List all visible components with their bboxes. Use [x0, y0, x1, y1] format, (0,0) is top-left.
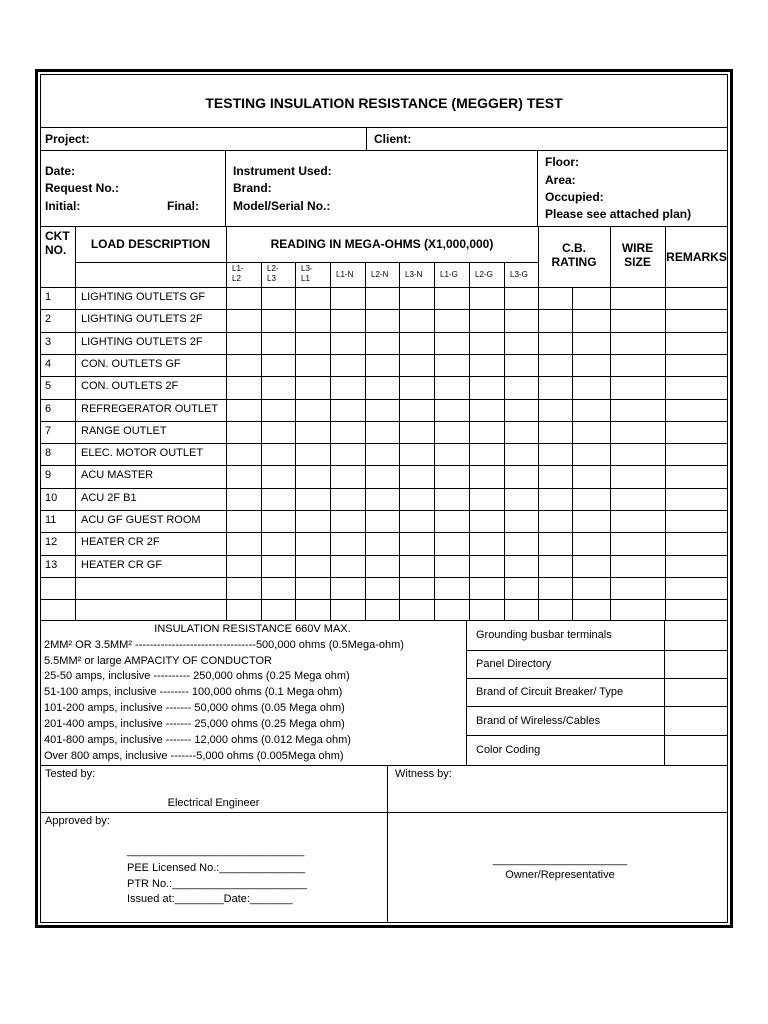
- row-number: 13: [45, 559, 58, 571]
- sub-header-l1-g: L1-G: [440, 270, 458, 279]
- pee-license-field: PEE Licensed No.:______________: [127, 862, 305, 874]
- row-number: 1: [45, 291, 52, 303]
- rule-row-2: [40, 332, 728, 333]
- row-load-description: ACU MASTER: [81, 469, 154, 481]
- reading-header: READING IN MEGA-OHMS (X1,000,000): [270, 237, 494, 251]
- witness-by-label: Witness by:: [395, 768, 452, 780]
- row-load-description: ELEC. MOTOR OUTLET: [81, 447, 204, 459]
- rule-col-reading-4: [365, 262, 366, 620]
- row-number: 7: [45, 425, 52, 437]
- rule-signature-split: [387, 765, 388, 923]
- approver-signature-line: _____________________________: [127, 845, 305, 857]
- rule-col-reading-8: [504, 262, 505, 620]
- request-label: Request No.:: [45, 181, 120, 195]
- row-load-description: RANGE OUTLET: [81, 425, 167, 437]
- sub-header-l1-l2: L1- L2: [232, 264, 244, 283]
- sub-header-l1-n: L1-N: [336, 270, 354, 279]
- instrument-label: Instrument Used:: [233, 164, 332, 178]
- occupied-label: Occupied:: [545, 190, 604, 204]
- rule-check-4: [466, 735, 728, 736]
- rule-col-reading-9: [538, 226, 539, 620]
- notes-heading: INSULATION RESISTANCE 660V MAX.: [154, 623, 351, 635]
- rule-signature-mid: [40, 812, 728, 813]
- final-label: Final:: [167, 199, 199, 213]
- row-load-description: ACU 2F B1: [81, 492, 137, 504]
- rule-col-reading-6: [434, 262, 435, 620]
- wire-header-line2: SIZE: [624, 255, 651, 269]
- rule-checklist-split: [664, 620, 665, 765]
- row-number: 10: [45, 492, 58, 504]
- rule-check-3: [466, 706, 728, 707]
- ckt-header-line1: CKT: [45, 229, 70, 243]
- remarks-header: REMARKS: [666, 250, 727, 264]
- sub-header-l2-n: L2-N: [371, 270, 389, 279]
- notes-line-3: 25-50 amps, inclusive ---------- 250,000 ohms (0.25 Mega ohm): [44, 670, 350, 682]
- rule-col-remarks: [665, 226, 666, 620]
- notes-line-8: Over 800 amps, inclusive -------5,000 ohms (0.005Mega ohm): [44, 750, 344, 762]
- sub-header-l3-l1: L3- L1: [301, 264, 313, 283]
- rule-row-5: [40, 399, 728, 400]
- rule-row-8: [40, 465, 728, 466]
- rule-notes-split: [466, 620, 467, 765]
- engineer-label: Electrical Engineer: [167, 797, 260, 809]
- rule-row-3: [40, 354, 728, 355]
- ckt-header-line2: NO.: [45, 243, 67, 257]
- sub-header-l2-g: L2-G: [475, 270, 493, 279]
- notes-line-2: 5.5MM² or large AMPACITY OF CONDUCTOR: [44, 655, 272, 667]
- notes-line-7: 401-800 amps, inclusive ------- 12,000 ohms (0.012 Mega ohm): [44, 734, 351, 746]
- row-load-description: HEATER CR 2F: [81, 536, 160, 548]
- ptr-field: PTR No.:______________________: [127, 878, 307, 890]
- row-load-description: LIGHTING OUTLETS 2F: [81, 336, 203, 348]
- checklist-item-panel-directory: Panel Directory: [476, 658, 552, 670]
- issued-field: Issued at:________Date:_______: [127, 893, 293, 905]
- client-label: Client:: [374, 132, 412, 146]
- rule-col-reading-3: [330, 262, 331, 620]
- rule-check-1: [466, 650, 728, 651]
- area-label: Area:: [545, 173, 576, 187]
- rule-row-14: [40, 599, 728, 600]
- tested-by-label: Tested by:: [45, 768, 96, 780]
- owner-signature-line: ______________________: [492, 854, 628, 866]
- rule-col-wire: [610, 226, 611, 620]
- cb-rating-header: [538, 241, 610, 269]
- sub-header-l2-l3: L2- L3: [267, 264, 279, 283]
- row-load-description: HEATER CR GF: [81, 559, 163, 571]
- notes-line-6: 201-400 amps, inclusive ------- 25,000 ohms (0.25 Mega ohm): [44, 718, 345, 730]
- rule-header-bottom: [40, 287, 728, 288]
- rule-col-reading-0: [226, 226, 227, 620]
- form-title: TESTING INSULATION RESISTANCE (MEGGER) TEST: [205, 95, 563, 111]
- floor-label: Floor:: [545, 155, 579, 169]
- rule-row-13: [40, 577, 728, 578]
- rule-table-bottom: [40, 620, 728, 621]
- notes-line-4: 51-100 amps, inclusive -------- 100,000 ohms (0.1 Mega ohm): [44, 686, 343, 698]
- model-label: Model/Serial No.:: [233, 199, 331, 213]
- project-label: Project:: [45, 132, 90, 146]
- row-number: 5: [45, 380, 52, 392]
- row-load-description: LIGHTING OUTLETS GF: [81, 291, 206, 303]
- rule-info-bottom: [40, 226, 728, 227]
- row-number: 9: [45, 469, 52, 481]
- approved-by-label: Approved by:: [45, 815, 110, 827]
- ckt-header: [45, 229, 70, 257]
- wire-size-header: [610, 241, 665, 269]
- checklist-item-cable-brand: Brand of Wireless/Cables: [476, 715, 601, 727]
- row-number: 11: [45, 514, 57, 526]
- rule-check-2: [466, 678, 728, 679]
- row-load-description: LIGHTING OUTLETS 2F: [81, 313, 203, 325]
- rule-col-reading-5: [399, 262, 400, 620]
- rule-signature-top: [40, 765, 728, 766]
- sub-header-l3-g: L3-G: [510, 270, 528, 279]
- rule-col-reading-1: [261, 262, 262, 620]
- row-number: 8: [45, 447, 52, 459]
- checklist-item-grounding: Grounding busbar terminals: [476, 629, 612, 641]
- row-load-description: CON. OUTLETS GF: [81, 358, 181, 370]
- rule-row-7: [40, 443, 728, 444]
- plan-note: Please see attached plan): [545, 207, 692, 221]
- notes-line-5: 101-200 amps, inclusive ------- 50,000 ohms (0.05 Mega ohm): [44, 702, 345, 714]
- owner-label: Owner/Representative: [505, 869, 615, 881]
- row-number: 4: [45, 358, 52, 370]
- row-number: 6: [45, 403, 52, 415]
- rule-row-6: [40, 421, 728, 422]
- rule-row-10: [40, 510, 728, 511]
- cb-header-line1: C.B.: [562, 241, 586, 255]
- notes-line-1: 2MM² OR 3.5MM² ---------------------------------500,000 ohms (0.5Mega-ohm): [44, 639, 404, 651]
- rule-project-split: [366, 127, 367, 150]
- checklist-item-breaker-brand: Brand of Circuit Breaker/ Type: [476, 686, 624, 698]
- rule-row-9: [40, 488, 728, 489]
- rule-info-split-1: [225, 150, 226, 226]
- row-number: 12: [45, 536, 58, 548]
- rule-col-reading-7: [469, 262, 470, 620]
- rule-col-ckt: [75, 226, 76, 620]
- rule-info-split-2: [537, 150, 538, 226]
- sub-header-l3-n: L3-N: [405, 270, 423, 279]
- checklist-item-color-coding: Color Coding: [476, 744, 541, 756]
- row-number: 3: [45, 336, 52, 348]
- rule-col-reading-2: [295, 262, 296, 620]
- rule-row-4: [40, 376, 728, 377]
- wire-header-line1: WIRE: [621, 241, 654, 255]
- rule-row-1: [40, 309, 728, 310]
- date-label: Date:: [45, 164, 76, 178]
- row-load-description: ACU GF GUEST ROOM: [81, 514, 201, 526]
- rule-col-cb-mid: [572, 287, 573, 620]
- load-description-header: LOAD DESCRIPTION: [90, 237, 211, 251]
- brand-label: Brand:: [233, 181, 272, 195]
- row-load-description: REFREGERATOR OUTLET: [81, 403, 219, 415]
- row-load-description: CON. OUTLETS 2F: [81, 380, 179, 392]
- cb-header-line2: RATING: [551, 255, 597, 269]
- rule-row-12: [40, 555, 728, 556]
- rule-row-11: [40, 532, 728, 533]
- row-number: 2: [45, 313, 52, 325]
- initial-label: Initial:: [45, 199, 81, 213]
- rule-project-bottom: [40, 150, 728, 151]
- rule-title-bottom: [40, 127, 728, 128]
